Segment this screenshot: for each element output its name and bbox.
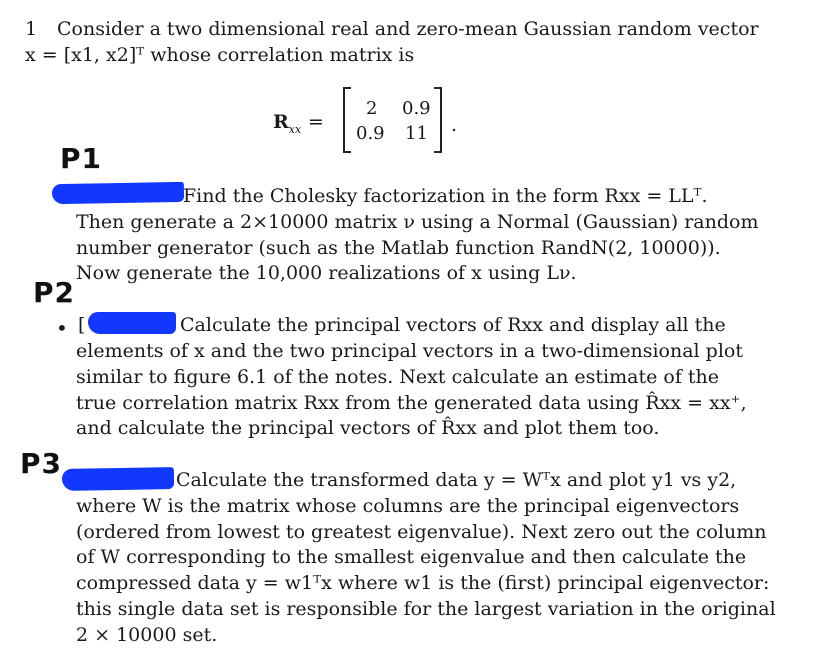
part3-line-6: this single data set is responsible for the largest variation in the original	[76, 598, 776, 620]
handwritten-p1: P1	[60, 142, 103, 175]
matrix-period: .	[451, 114, 458, 136]
intro-line-2: x = [x1, x2]ᵀ whose correlation matrix is	[25, 44, 415, 66]
matrix-label: $R_{xx}$ =	[273, 111, 324, 136]
part3-line-4: of W corresponding to the smallest eigenvalue and then calculate the	[76, 546, 747, 568]
matrix-cell-22: 11	[405, 123, 428, 144]
redaction-mark-1	[52, 182, 184, 204]
part1-line-1: Find the Cholesky factorization in the form Rxx = LLᵀ.	[183, 185, 708, 207]
matrix-right-bracket	[434, 87, 442, 153]
part3-line-3: (ordered from lowest to greatest eigenvalue). Next zero out the column	[76, 521, 767, 543]
redaction-mark-3	[62, 467, 174, 491]
part3-line-2: where W is the matrix whose columns are the principal eigenvectors	[76, 495, 740, 517]
part2-line-2: elements of x and the two principal vectors in a two-dimensional plot	[76, 340, 743, 362]
part2-line-5: and calculate the principal vectors of R̂xx and plot them too.	[76, 417, 660, 439]
part1-line-3: number generator (such as the Matlab function RandN(2, 10000)).	[76, 237, 721, 259]
part1-line-2: Then generate a 2×10000 matrix ν using a Normal (Gaussian) random	[76, 211, 759, 233]
part3-line-1: Calculate the transformed data y = Wᵀx and plot y1 vs y2,	[176, 469, 737, 491]
matrix-cell-21: 0.9	[356, 123, 385, 144]
bullet: •	[56, 316, 68, 340]
part1-line-4: Now generate the 10,000 realizations of x using Lν.	[76, 262, 577, 284]
matrix-cell-12: 0.9	[402, 98, 431, 119]
handwritten-p2: P2	[33, 276, 76, 309]
matrix-left-bracket	[343, 87, 351, 153]
redaction-mark-2	[88, 312, 176, 334]
part3-line-5: compressed data y = w1ᵀx where w1 is the (first) principal eigenvector:	[76, 572, 770, 594]
part2-open-bracket: [	[78, 314, 86, 336]
part2-line-1: Calculate the principal vectors of Rxx and display all the	[180, 314, 726, 336]
handwritten-p3: P3	[20, 447, 63, 480]
matrix-cell-11: 2	[366, 98, 378, 119]
intro-line-1: Consider a two dimensional real and zero-mean Gaussian random vector	[57, 18, 759, 40]
part3-line-7: 2 × 10000 set.	[76, 624, 218, 646]
problem-number: 1	[25, 18, 38, 40]
part2-line-4: true correlation matrix Rxx from the generated data using R̂xx = xx⁺,	[76, 392, 747, 414]
part2-line-3: similar to figure 6.1 of the notes. Next calculate an estimate of the	[76, 366, 720, 388]
